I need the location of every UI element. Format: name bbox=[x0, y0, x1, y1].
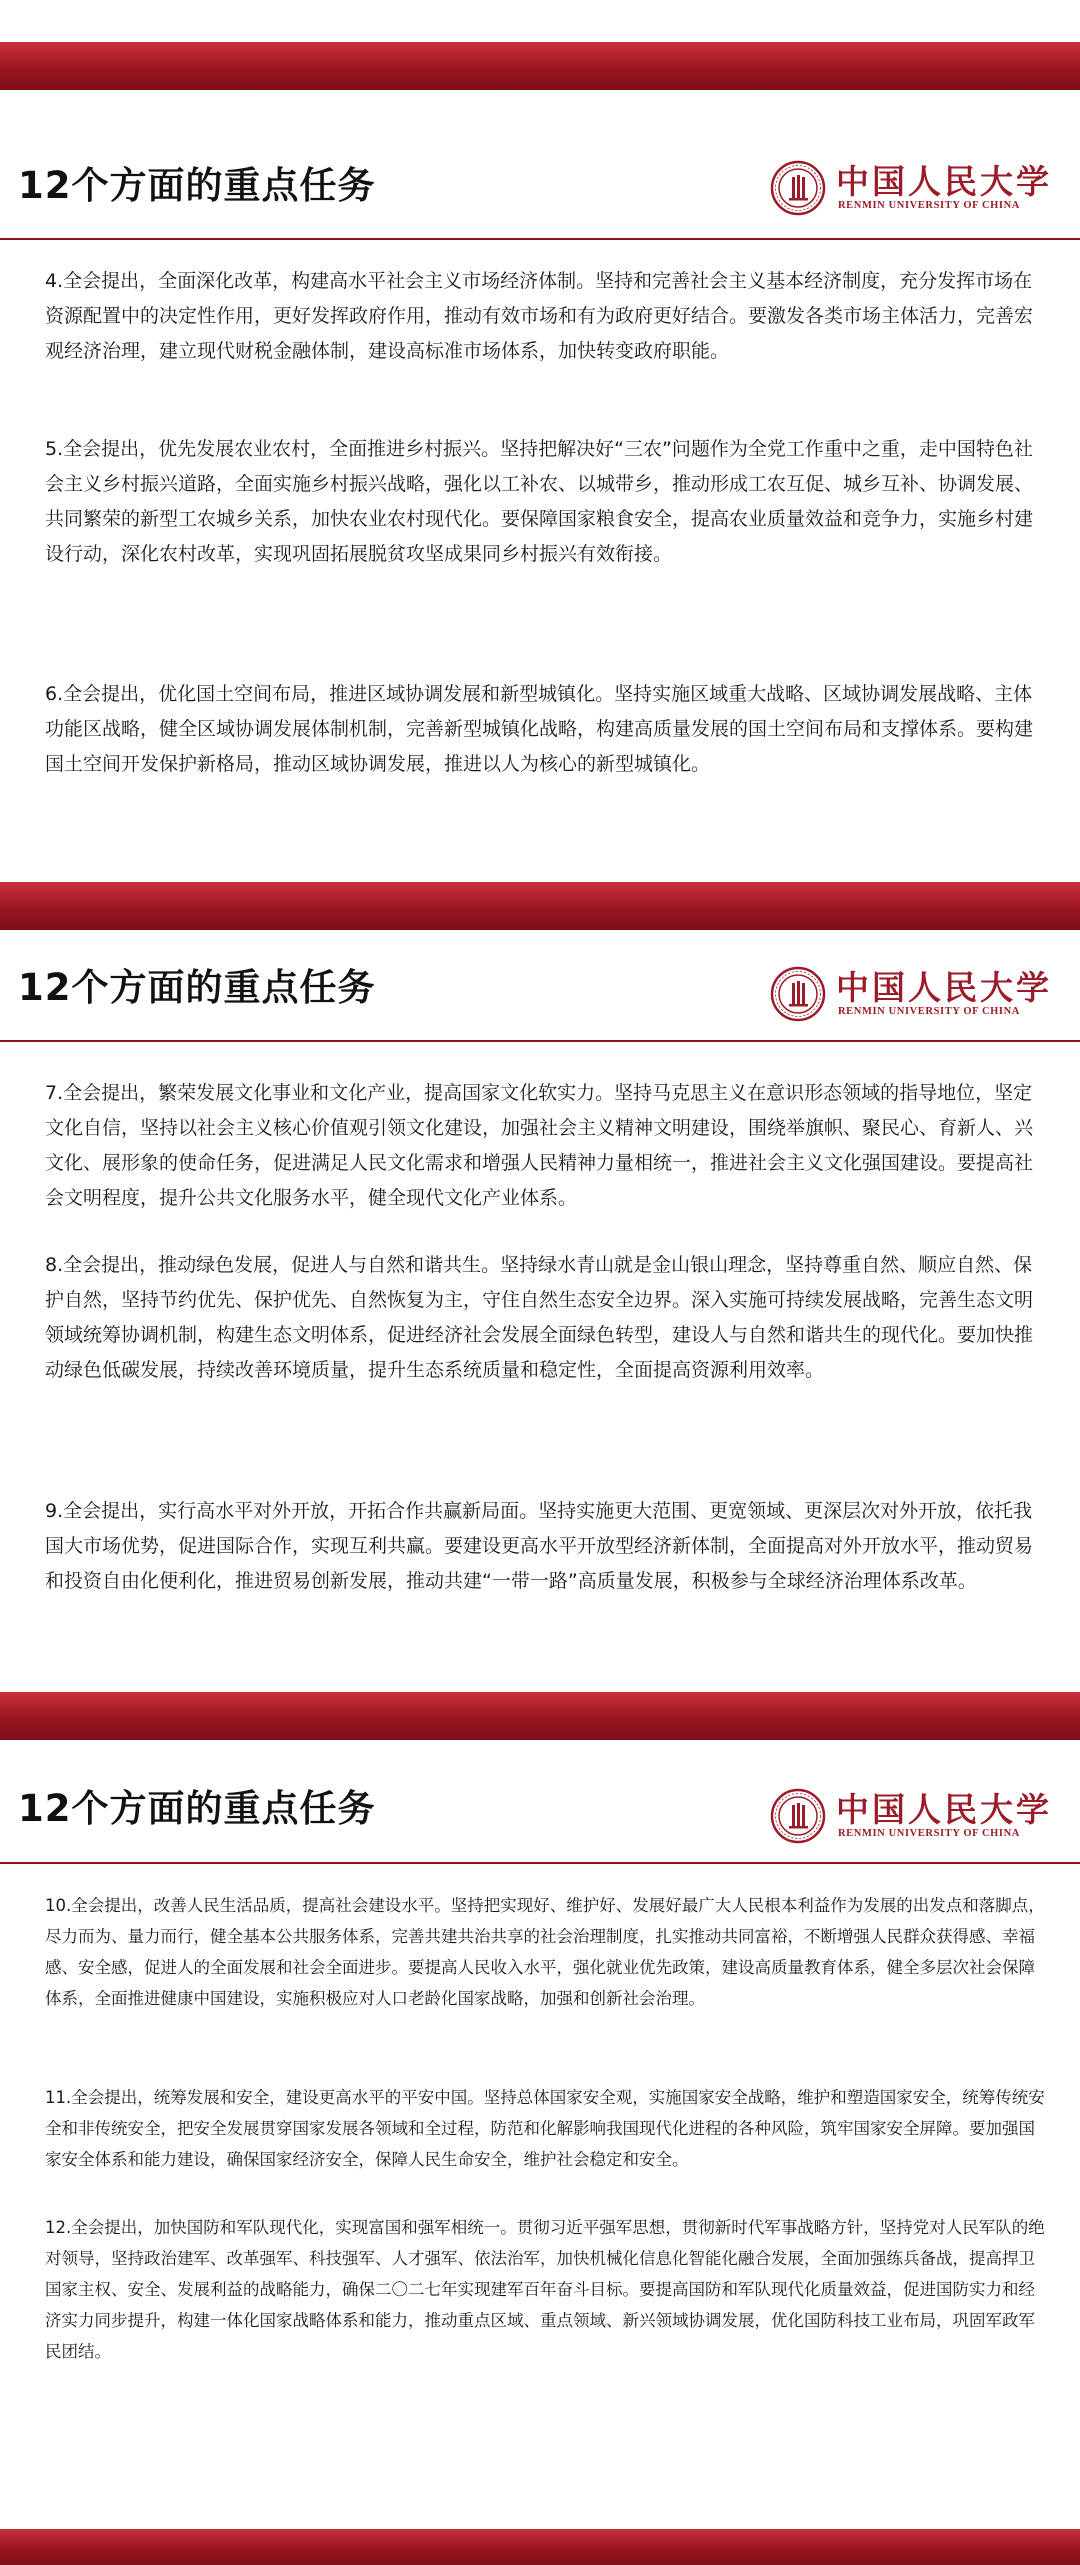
task-paragraph-9: 9.全会提出，实行高水平对外开放，开拓合作共赢新局面。坚持实施更大范围、更宽领域、更深层次对外开放，依托我国大市场优势，促进国际合作，实现互利共赢。要建设更高水平开放型经济新体制，全面提高对外开放水平，推动贸易和投资自由化便利化，推进贸易创新发展，推动共建“一带一路”高质量发展，积极参与全球经济治理体系改革。 bbox=[45, 1500, 1034, 1592]
header-bar bbox=[0, 42, 1080, 90]
task-paragraph-8: 8.全会提出，推动绿色发展，促进人与自然和谐共生。坚持绿水青山就是金山银山理念，坚持尊重自然、顺应自然、保护自然，坚持节约优先、保护优先、自然恢复为主，守住自然生态安全边界。深入实施可持续发展战略，完善生态文明领域统筹协调机制，构建生态文明体系，促进经济社会发展全面绿色转型，建设人与自然和谐共生的现代化。要加快推动绿色低碳发展，持续改善环境质量，提升生态系统质量和稳定性，全面提高资源利用效率。 bbox=[45, 1254, 1034, 1381]
university-logo bbox=[770, 1784, 1060, 1854]
slide-3 bbox=[0, 1692, 1080, 2565]
task-paragraph-11: 11.全会提出，统筹发展和安全，建设更高水平的平安中国。坚持总体国家安全观，实施国家安全战略，维护和塑造国家安全，统筹传统安全和非传统安全，把安全发展贯穿国家发展各领域和全过程，防范和化解影响我国现代化进程的各种风险，筑牢国家安全屏障。要加强国家安全体系和能力建设，确保国家经济安全，保障人民生命安全，维护社会稳定和安全。 bbox=[45, 2088, 1045, 2169]
footer-bar bbox=[0, 2529, 1080, 2565]
task-paragraph-12: 12.全会提出，加快国防和军队现代化，实现富国和强军相统一。贯彻习近平强军思想，贯彻新时代军事战略方针，坚持党对人民军队的绝对领导，坚持政治建军、改革强军、科技强军、人才强军、依法治军，加快机械化信息化智能化融合发展，全面加强练兵备战，提高捍卫国家主权、安全、发展利益的战略能力，确保二〇二七年实现建军百年奋斗目标。要提高国防和军队现代化质量效益，促进国防实力和经济实力同步提升，构建一体化国家战略体系和能力，推动重点区域、重点领域、新兴领域协调发展，优化国防科技工业布局，巩固军政军民团结。 bbox=[45, 2218, 1045, 2361]
header-bar bbox=[0, 1692, 1080, 1740]
slide-title: 12个方面的重点任务 bbox=[18, 1787, 376, 1830]
task-paragraph-5: 5.全会提出，优先发展农业农村，全面推进乡村振兴。坚持把解决好“三农”问题作为全党工作重中之重，走中国特色社会主义乡村振兴道路，全面实施乡村振兴战略，强化以工补农、以城带乡，推动形成工农互促、城乡互补、协调发展、共同繁荣的新型工农城乡关系，加快农业农村现代化。要保障国家粮食安全，提高农业质量效益和竞争力，实施乡村建设行动，深化农村改革，实现巩固拓展脱贫攻坚成果同乡村振兴有效衔接。 bbox=[45, 438, 1034, 565]
university-name-en: RENMIN UNIVERSITY OF CHINA bbox=[838, 200, 1020, 211]
university-seal-icon bbox=[770, 1788, 826, 1844]
task-paragraph-4: 4.全会提出，全面深化改革，构建高水平社会主义市场经济体制。坚持和完善社会主义基本经济制度，充分发挥市场在资源配置中的决定性作用，更好发挥政府作用，推动有效市场和有为政府更好结合。要激发各类市场主体活力，完善宏观经济治理，建立现代财税金融体制，建设高标准市场体系，加快转变政府职能。 bbox=[45, 270, 1034, 362]
university-logo bbox=[770, 962, 1060, 1032]
title-divider bbox=[0, 1862, 1080, 1864]
header-bar bbox=[0, 882, 1080, 930]
slide-2 bbox=[0, 882, 1080, 1692]
university-name-en: RENMIN UNIVERSITY OF CHINA bbox=[838, 1828, 1020, 1839]
university-seal-icon bbox=[770, 966, 826, 1022]
university-logo bbox=[770, 156, 1060, 226]
task-paragraph-7: 7.全会提出，繁荣发展文化事业和文化产业，提高国家文化软实力。坚持马克思主义在意识形态领域的指导地位，坚定文化自信，坚持以社会主义核心价值观引领文化建设，加强社会主义精神文明建设，围绕举旗帜、聚民心、育新人、兴文化、展形象的使命任务，促进满足人民文化需求和增强人民精神力量相统一，推进社会主义文化强国建设。要提高社会文明程度，提升公共文化服务水平，健全现代文化产业体系。 bbox=[45, 1082, 1034, 1209]
university-name-cn: 中国人民大学 bbox=[836, 968, 1052, 1007]
task-paragraph-6: 6.全会提出，优化国土空间布局，推进区域协调发展和新型城镇化。坚持实施区域重大战略、区域协调发展战略、主体功能区战略，健全区域协调发展体制机制，完善新型城镇化战略，构建高质量发展的国土空间布局和支撑体系。要构建国土空间开发保护新格局，推动区域协调发展，推进以人为核心的新型城镇化。 bbox=[45, 683, 1034, 775]
university-name-cn: 中国人民大学 bbox=[836, 1790, 1052, 1829]
university-name-cn: 中国人民大学 bbox=[836, 162, 1052, 201]
university-name-en: RENMIN UNIVERSITY OF CHINA bbox=[838, 1006, 1020, 1017]
university-seal-icon bbox=[770, 160, 826, 216]
slide-1 bbox=[0, 42, 1080, 882]
title-divider bbox=[0, 238, 1080, 240]
task-paragraph-10: 10.全会提出，改善人民生活品质，提高社会建设水平。坚持把实现好、维护好、发展好最广大人民根本利益作为发展的出发点和落脚点，尽力而为、量力而行，健全基本公共服务体系，完善共建共治共享的社会治理制度，扎实推动共同富裕，不断增强人民群众获得感、幸福感、安全感，促进人的全面发展和社会全面进步。要提高人民收入水平，强化就业优先政策，建设高质量教育体系，健全多层次社会保障体系，全面推进健康中国建设，实施积极应对人口老龄化国家战略，加强和创新社会治理。 bbox=[45, 1896, 1045, 2008]
title-divider bbox=[0, 1040, 1080, 1042]
slide-title: 12个方面的重点任务 bbox=[18, 164, 376, 207]
slide-title: 12个方面的重点任务 bbox=[18, 966, 376, 1009]
